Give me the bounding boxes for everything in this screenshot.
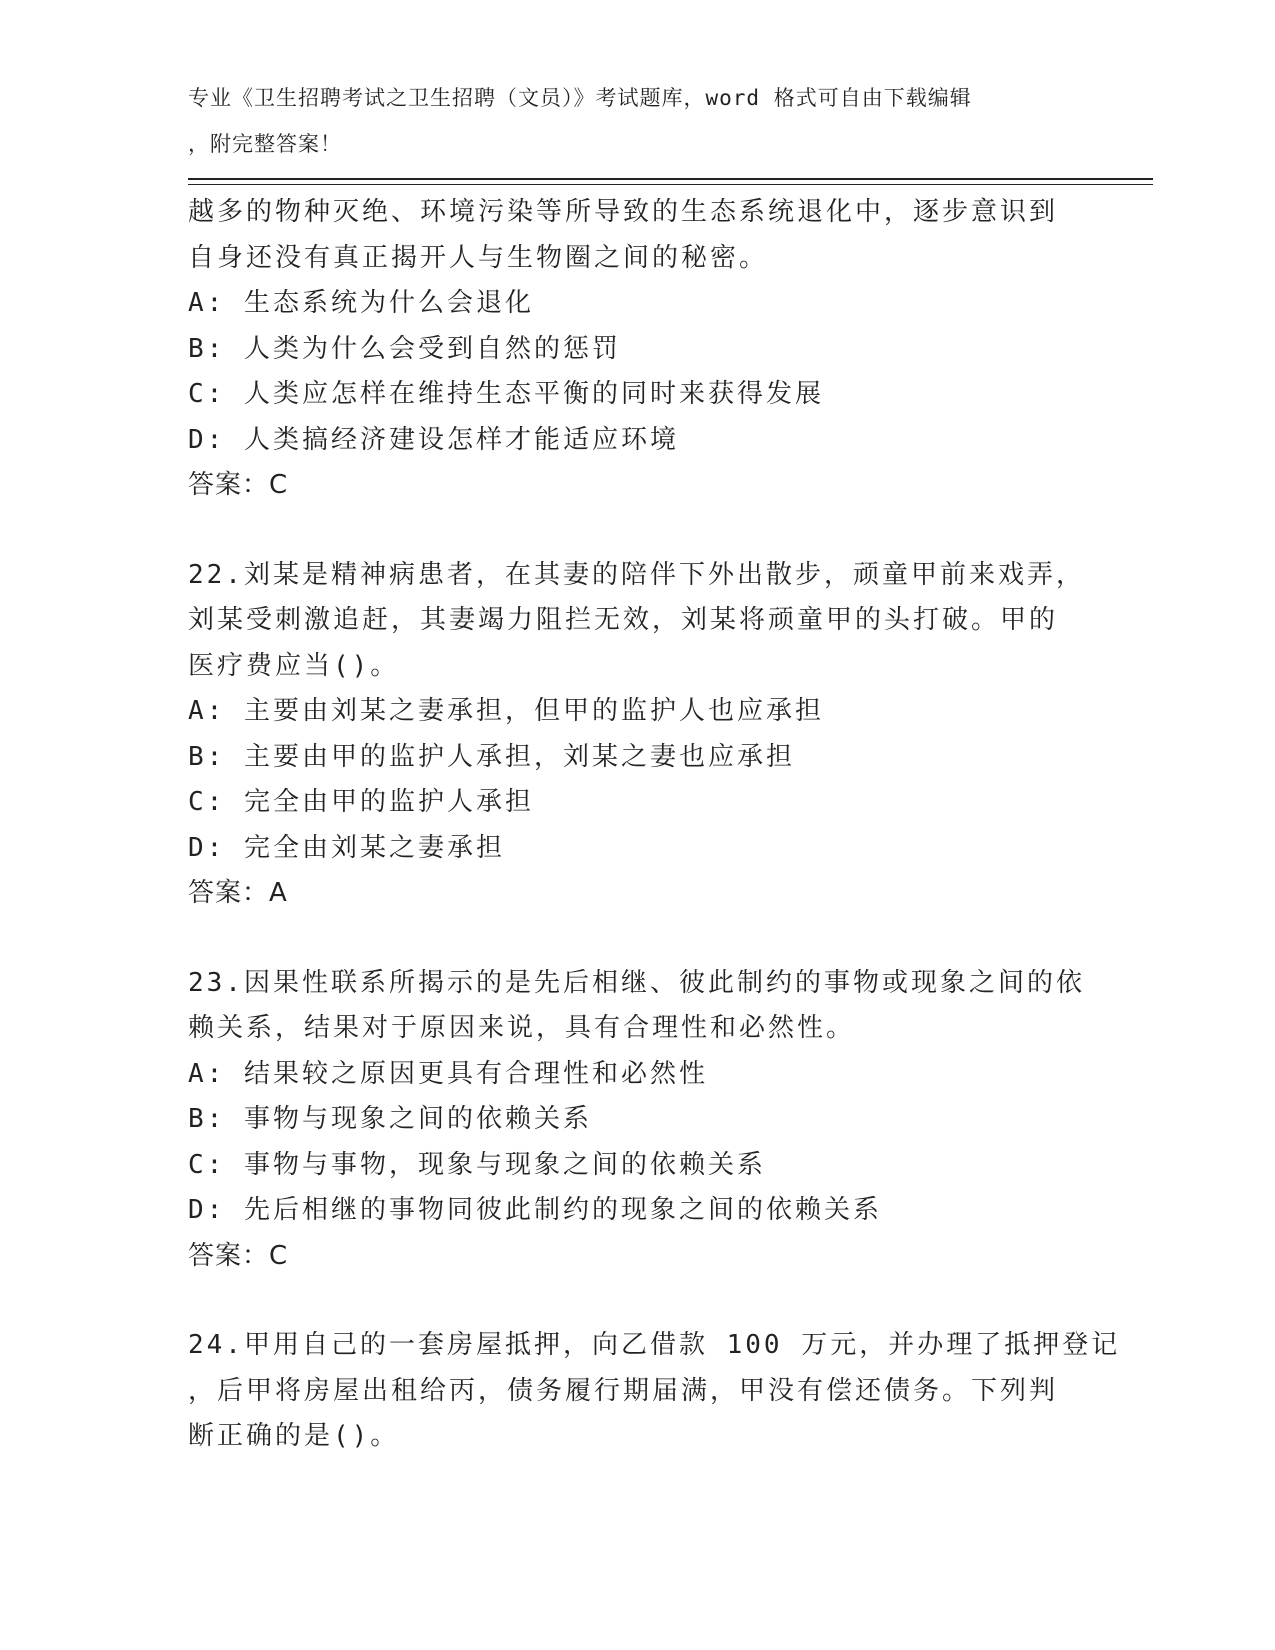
header-line-1: 专业《卫生招聘考试之卫生招聘（文员）》考试题库，word 格式可自由下载编辑 — [188, 86, 972, 110]
question-22 — [188, 553, 1088, 917]
question-stem-line: 断正确的是()。 — [188, 1421, 400, 1451]
question-stem-line: 22.刘某是精神病患者，在其妻的陪伴下外出散步，顽童甲前来戏弄， — [188, 559, 1085, 590]
option-c: C: 事物与事物，现象与现象之间的依赖关系 — [188, 1149, 766, 1180]
option-b: B: 人类为什么会受到自然的惩罚 — [188, 333, 621, 364]
header-divider-thick — [188, 178, 1153, 180]
option-a: A: 结果较之原因更具有合理性和必然性 — [188, 1058, 708, 1089]
question-stem-line: 23.因果性联系所揭示的是先后相继、彼此制约的事物或现象之间的依 — [188, 967, 1085, 998]
question-spacer — [188, 917, 1088, 961]
option-b: B: 事物与现象之间的依赖关系 — [188, 1104, 592, 1134]
option-d: D: 人类搞经济建设怎样才能适应环境 — [188, 424, 679, 455]
question-stem-line: 赖关系，结果对于原因来说，具有合理性和必然性。 — [188, 1013, 856, 1043]
question-spacer — [188, 509, 1088, 553]
question-stem-line: 自身还没有真正揭开人与生物圈之间的秘密。 — [188, 242, 769, 273]
question-23 — [188, 961, 1088, 1280]
header-line-2: ，附完整答案！ — [188, 131, 342, 156]
question-spacer — [188, 1279, 1088, 1323]
option-b: B: 主要由甲的监护人承担，刘某之妻也应承担 — [188, 741, 795, 772]
header-divider-thin — [188, 184, 1153, 185]
option-d: D: 完全由刘某之妻承担 — [188, 832, 505, 863]
question-21 — [188, 190, 1088, 509]
option-c: C: 人类应怎样在维持生态平衡的同时来获得发展 — [188, 379, 824, 409]
question-stem-line: 越多的物种灭绝、环境污染等所导致的生态系统退化中，逐步意识到 — [188, 197, 1059, 227]
option-d: D: 先后相继的事物同彼此制约的现象之间的依赖关系 — [188, 1195, 882, 1225]
answer-line: 答案：A — [188, 878, 288, 908]
option-a: A: 生态系统为什么会退化 — [188, 288, 534, 318]
question-stem-line: ，后甲将房屋出租给丙，债务履行期届满，甲没有偿还债务。下列判 — [188, 1375, 1059, 1406]
option-c: C: 完全由甲的监护人承担 — [188, 787, 534, 817]
answer-line: 答案：C — [188, 1240, 289, 1271]
answer-line: 答案：C — [188, 470, 289, 500]
option-a: A: 主要由刘某之妻承担，但甲的监护人也应承担 — [188, 696, 824, 726]
document-header — [188, 76, 1068, 167]
question-stem-line: 24.甲用自己的一套房屋抵押，向乙借款 100 万元，并办理了抵押登记 — [188, 1330, 1121, 1360]
question-stem-line: 刘某受刺激追赶，其妻竭力阻拦无效，刘某将顽童甲的头打破。甲的 — [188, 605, 1059, 635]
question-24 — [188, 1323, 1121, 1460]
question-stem-line: 医疗费应当()。 — [188, 650, 400, 681]
question-list — [188, 190, 1121, 1460]
